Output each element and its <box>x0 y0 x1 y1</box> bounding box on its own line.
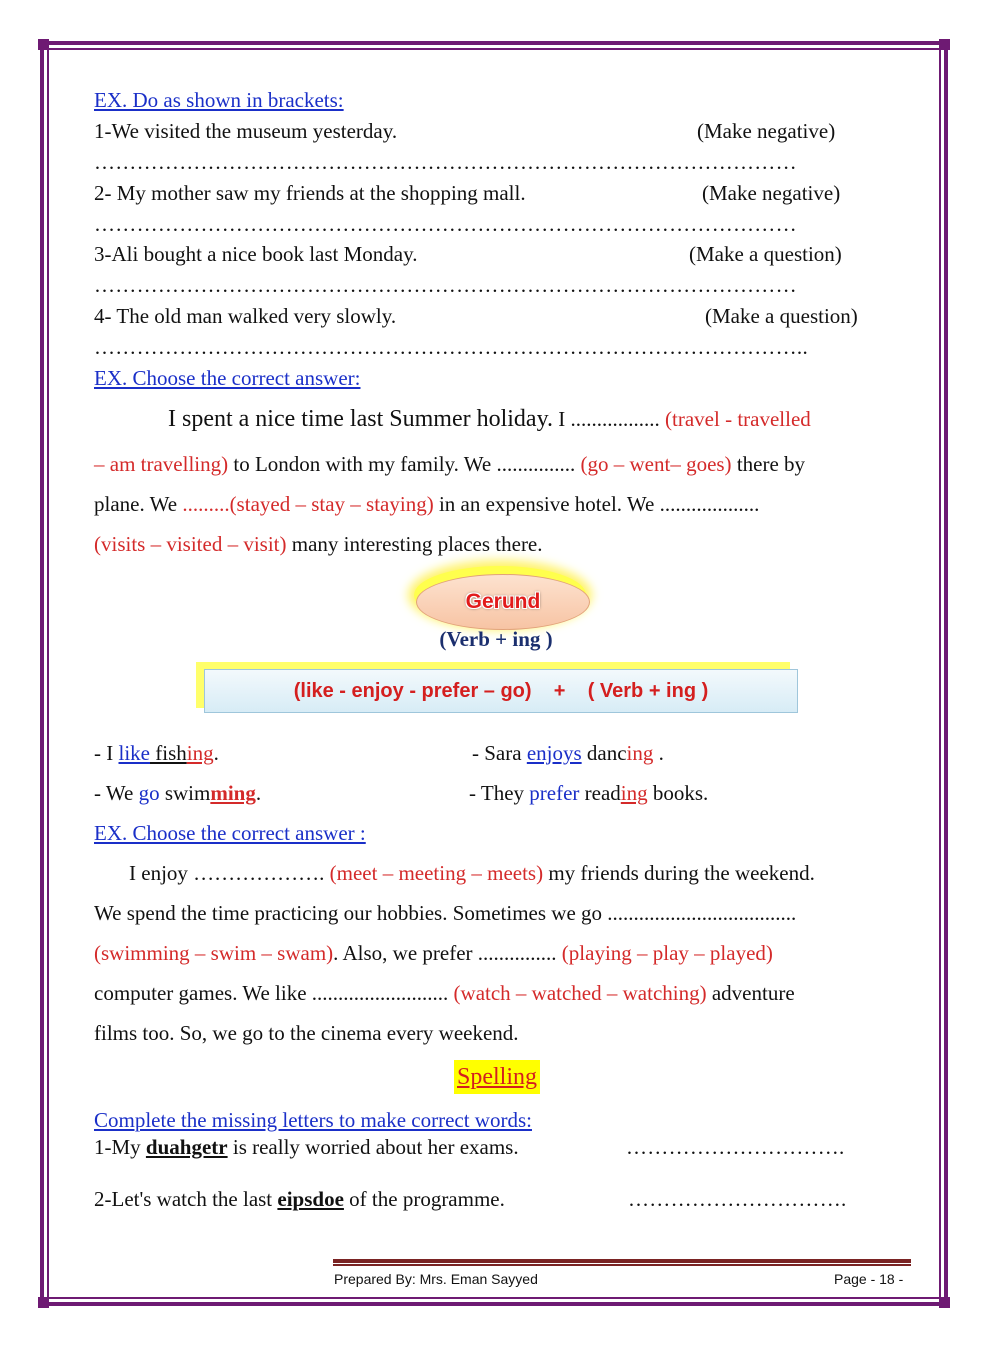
footer-page-number: Page - 18 - <box>834 1271 904 1287</box>
ex3-text: I enjoy ………………. <box>129 861 330 885</box>
ex1-instruction-1: (Make negative) <box>697 119 836 143</box>
ex2-options: – am travelling) <box>94 452 229 476</box>
scrambled-word: eipsdoe <box>277 1187 344 1211</box>
frame-corner <box>38 39 49 50</box>
ex3-text: adventure <box>706 981 795 1005</box>
ex1-item-4: 4- The old man walked very slowly. <box>94 304 397 328</box>
example-3 <box>94 781 261 806</box>
answer-line-3: ……………………………………………………………………………………… <box>94 273 797 297</box>
answer-line-1: ……………………………………………………………………………………… <box>94 150 797 174</box>
ex2-text: many interesting places there. <box>286 532 543 556</box>
ex3-heading: EX. Choose the correct answer : <box>94 821 366 845</box>
ex2-text: to London with my family. We ............... <box>228 452 576 476</box>
gerund-rule: (like - enjoy - prefer – go) + ( Verb + ing ) <box>293 679 709 702</box>
spelling-answer-1: …………………………. <box>626 1135 845 1159</box>
ex3-line-1 <box>129 861 815 886</box>
ex1-instruction-4: (Make a question) <box>705 304 858 328</box>
spelling-item-2 <box>94 1187 505 1212</box>
ex3-line-5: films too. So, we go to the cinema every weekend. <box>94 1021 519 1045</box>
scrambled-word: duahgetr <box>145 1135 228 1159</box>
answer-line-4: ……………………………………………………………………………………….. <box>94 335 808 359</box>
ex1-item-1: 1-We visited the museum yesterday. <box>94 119 398 143</box>
example-text: . <box>255 781 262 805</box>
example-root: fish <box>150 741 187 765</box>
ex3-options: (watch – watched – watching) <box>448 981 707 1005</box>
ex2-heading: EX. Choose the correct answer: <box>94 366 361 390</box>
spelling-text: is really worried about her exams. <box>227 1135 519 1159</box>
ex2-options: (travel - travelled <box>659 407 811 431</box>
example-root: read <box>579 781 621 805</box>
ex2-text: plane. We <box>94 492 183 516</box>
example-text: - Sara <box>472 741 527 765</box>
spelling-answer-2: …………………………. <box>628 1187 847 1211</box>
example-text: - I <box>94 741 119 765</box>
ex2-blank: I ................. <box>553 407 660 431</box>
example-ing: ming <box>210 781 256 805</box>
spelling-text: 2-Let's watch the last <box>94 1187 278 1211</box>
ex1-instruction-2: (Make negative) <box>702 181 841 205</box>
ex3-text: my friends during the weekend. <box>543 861 815 885</box>
example-2 <box>472 741 664 766</box>
gerund-bubble <box>416 574 590 630</box>
example-text: - We <box>94 781 139 805</box>
ex2-paragraph-line-1 <box>168 405 811 434</box>
footer-rule <box>333 1259 911 1263</box>
gerund-rule-box <box>204 669 798 713</box>
example-1 <box>94 741 219 766</box>
ex2-paragraph-line-3 <box>94 492 759 517</box>
ex2-paragraph-line-4 <box>94 532 543 557</box>
example-4 <box>469 781 708 806</box>
example-text: books. <box>647 781 709 805</box>
ex3-text: . Also, we prefer ............... <box>333 941 557 965</box>
gerund-title: Gerund <box>465 590 541 613</box>
frame-corner <box>939 39 950 50</box>
example-text: . <box>653 741 664 765</box>
gerund-formula: (Verb + ing ) <box>439 627 553 651</box>
frame-corner <box>939 1297 950 1308</box>
ex2-paragraph-line-2 <box>94 452 805 477</box>
spelling-item-1 <box>94 1135 519 1160</box>
ex2-text: there by <box>731 452 806 476</box>
example-text: - They <box>469 781 530 805</box>
ex3-line-2: We spend the time practicing our hobbies. Sometimes we go .................................... <box>94 901 797 925</box>
example-verb: prefer <box>529 781 580 805</box>
ex2-options: (visits – visited – visit) <box>94 532 287 556</box>
frame-corner <box>38 1297 49 1308</box>
example-ing: ing <box>186 741 214 765</box>
example-ing: ing <box>626 741 654 765</box>
example-ing: ing <box>620 781 648 805</box>
ex2-sentence: I spent a nice time last Summer holiday. <box>168 406 554 432</box>
ex3-options: (playing – play – played) <box>556 941 773 965</box>
example-verb: go <box>138 781 160 805</box>
example-root: danc <box>581 741 627 765</box>
ex2-options: (go – went– goes) <box>575 452 732 476</box>
answer-line-2: ……………………………………………………………………………………… <box>94 212 797 236</box>
ex3-text: computer games. We like .......................... <box>94 981 449 1005</box>
ex1-item-2: 2- My mother saw my friends at the shopping mall. <box>94 181 526 205</box>
example-text: . <box>213 741 219 765</box>
footer-rule <box>333 1264 911 1266</box>
example-root: swim <box>159 781 211 805</box>
ex2-options: .........(stayed – stay – staying) <box>182 492 434 516</box>
spelling-text: 1-My <box>94 1135 146 1159</box>
ex3-line-4 <box>94 981 795 1006</box>
spelling-text: of the programme. <box>343 1187 505 1211</box>
example-verb: enjoys <box>526 741 582 765</box>
ex3-line-3 <box>94 941 773 966</box>
spelling-title: Spelling <box>454 1060 540 1094</box>
ex1-instruction-3: (Make a question) <box>689 242 842 266</box>
ex3-options: (swimming – swim – swam) <box>94 941 334 965</box>
footer-author: Prepared By: Mrs. Eman Sayyed <box>334 1271 538 1287</box>
ex1-item-3: 3-Ali bought a nice book last Monday. <box>94 242 418 266</box>
spelling-heading: Complete the missing letters to make correct words: <box>94 1108 532 1132</box>
ex3-options: (meet – meeting – meets) <box>329 861 544 885</box>
ex1-heading: EX. Do as shown in brackets: <box>94 88 344 112</box>
example-verb: like <box>118 741 150 765</box>
ex2-text: in an expensive hotel. We ................... <box>433 492 760 516</box>
